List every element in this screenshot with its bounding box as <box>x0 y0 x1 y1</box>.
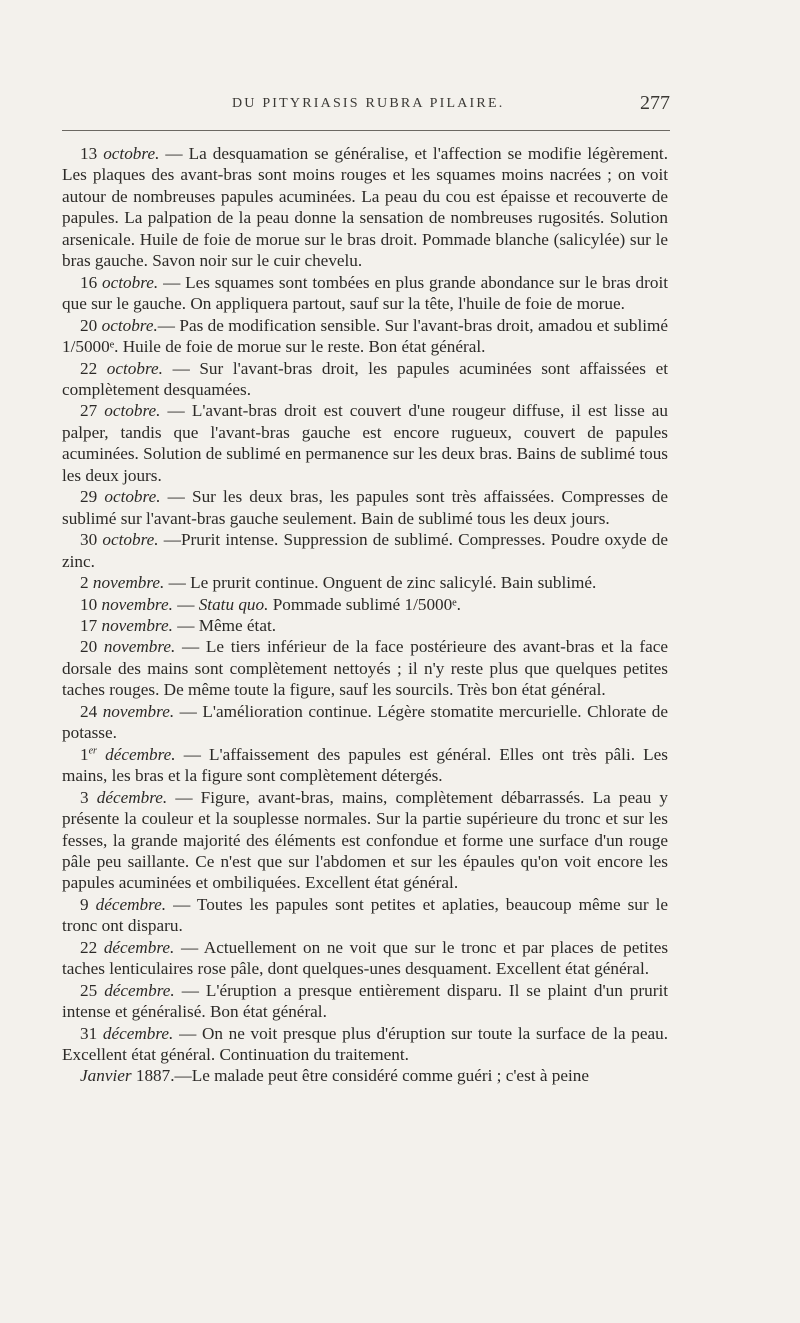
entry-30-octobre <box>62 529 668 572</box>
entry-text: — Pas de modification sensible. Sur l'avant-bras droit, amadou et sublimé 1/5000ᵉ. Huile de foie de morue sur le reste. Bon état général. <box>62 315 669 357</box>
entry-date: 24 novembre. <box>80 701 175 721</box>
entry-20-novembre <box>62 636 668 700</box>
entry-text: — Actuellement on ne voit que sur le tronc et par places de petites taches lenticulaires rose pâle, dont quelques-unes desquament. Excellent état général. <box>62 937 669 979</box>
entry-text-italic: Statu quo. <box>198 594 269 614</box>
entry-22-decembre <box>62 937 668 980</box>
entry-janvier-1887 <box>62 1065 668 1086</box>
entry-text: — L'avant-bras droit est couvert d'une rougeur diffuse, il est lisse au palper, tandis que l'avant-bras gauche est encore rugueux, couvert de papules acuminées. Solution de sublimé en permanence sur les deux bras. Bains de sublimé tous les deux jours. <box>62 401 669 485</box>
entry-text: —Prurit intense. Suppression de sublimé. Compresses. Poudre oxyde de zinc. <box>62 530 669 571</box>
entry-2-novembre <box>62 572 668 593</box>
running-title: DU PITYRIASIS RUBRA PILAIRE. <box>232 96 505 111</box>
page-number: 277 <box>640 92 670 114</box>
entry-text: — Sur les deux bras, les papules sont très affaissées. Compresses de sublimé sur l'avant-bras gauche seulement. Bain de sublimé tous les deux jours. <box>62 487 669 528</box>
entry-text: — Figure, avant-bras, mains, complètement débarrassés. La peau y présente la couleur et la souplesse normales. Sur la partie supérieure du tronc et sur les fesses, la grande majorité des éléments est confondue et forme une surface d'un rouge pâle peu saillante. Ce n'est que sur l'abdomen et sur les épaules qu'on voit encore les papules acuminées et ombiliquées. Excellent état général. <box>62 787 669 893</box>
entry-text: — Sur l'avant-bras droit, les papules acuminées sont affaissées et complètement desquamées. <box>62 358 668 399</box>
clinical-notes <box>62 143 668 1087</box>
entry-text: — L'éruption a presque entièrement disparu. Il se plaint d'un prurit intense et généralisé. Bon état général. <box>62 980 668 1022</box>
entry-date: 29 octobre. <box>80 487 161 507</box>
entry-text: Pommade sublimé 1/5000ᵉ. <box>272 594 461 614</box>
entry-20-octobre <box>62 315 668 358</box>
entry-31-decembre <box>62 1023 668 1066</box>
header-rule <box>62 130 670 131</box>
entry-date: 22 octobre. <box>80 358 163 378</box>
entry-17-novembre <box>62 615 668 636</box>
entry-29-octobre <box>62 486 668 529</box>
entry-date: Janvier 1887. <box>80 1066 175 1086</box>
entry-text: — L'amélioration continue. Légère stomatite mercurielle. Chlorate de potasse. <box>62 701 669 743</box>
entry-date: 1er décembre. <box>80 744 176 764</box>
entry-date: 22 décembre. <box>80 937 175 957</box>
entry-date: 17 novembre. <box>80 615 173 635</box>
entry-date: 30 octobre. <box>80 530 159 550</box>
entry-date: 25 décembre. <box>80 980 175 1000</box>
entry-date: 3 décembre. <box>80 787 168 807</box>
entry-text: — On ne voit presque plus d'éruption sur toute la surface de la peau. Excellent état général. Continuation du traitement. <box>62 1023 669 1065</box>
entry-date: 13 octobre. <box>80 144 160 163</box>
entry-22-octobre <box>62 358 668 401</box>
entry-3-decembre <box>62 787 668 894</box>
entry-date: 20 novembre. <box>80 637 176 657</box>
entry-date: 31 décembre. <box>80 1023 174 1043</box>
entry-24-novembre <box>62 701 668 744</box>
entry-16-octobre <box>62 272 668 315</box>
entry-text: — Toutes les papules sont petites et aplaties, beaucoup même sur le tronc ont disparu. <box>62 894 669 936</box>
entry-date: 20 octobre. <box>80 315 158 335</box>
entry-25-decembre <box>62 980 668 1023</box>
entry-13-octobre <box>62 143 668 272</box>
entry-date: 9 décembre. <box>80 894 167 914</box>
entry-9-decembre <box>62 894 668 937</box>
entry-date: 10 novembre. <box>80 594 173 614</box>
entry-date: 2 novembre. <box>80 573 165 593</box>
entry-text: — La desquamation se généralise, et l'affection se modifie légèrement. Les plaques des avant-bras sont moins rouges et les squames moins nacrées ; on voit autour de nombreuses papules acuminées. La peau du cou est épaisse et recouverte de papules. La palpation de la peau donne la sensation de nombreuses rugosités. Solution arsenicale. Huile de foie de morue sur le bras droit. Pommade blanche (salicylée) sur le bras gauche. Savon noir sur le cuir chevelu. <box>62 144 669 271</box>
entry-text: — Le prurit continue. Onguent de zinc salicylé. Bain sublimé. <box>168 573 597 593</box>
entry-date: 27 octobre. <box>80 401 161 421</box>
entry-27-octobre <box>62 400 668 486</box>
entry-10-novembre: 10 novembre. — Statu quo. Pommade sublimé 1/5000ᵉ. <box>62 594 668 615</box>
entry-text: — Même état. <box>177 615 277 635</box>
entry-1er-decembre <box>62 744 668 787</box>
entry-text: — Les squames sont tombées en plus grande abondance sur le bras droit que sur le gauche. On appliquera partout, sauf sur la tête, l'huile de foie de morue. <box>62 272 669 314</box>
entry-text: —Le malade peut être considéré comme guéri ; c'est à peine <box>174 1066 589 1086</box>
page-header <box>62 92 670 120</box>
entry-text: — Le tiers inférieur de la face postérieure des avant-bras et la face dorsale des mains sont complètement nettoyés ; il n'y reste plus que quelques petites taches rouges. De même toute la figure, sauf les sourcils. Très bon état général. <box>62 637 668 700</box>
entry-date: 16 octobre. <box>80 272 159 292</box>
entry-text: — L'affaissement des papules est général. Elles ont très pâli. Les mains, les bras et la figure sont complètement détergés. <box>62 744 668 786</box>
